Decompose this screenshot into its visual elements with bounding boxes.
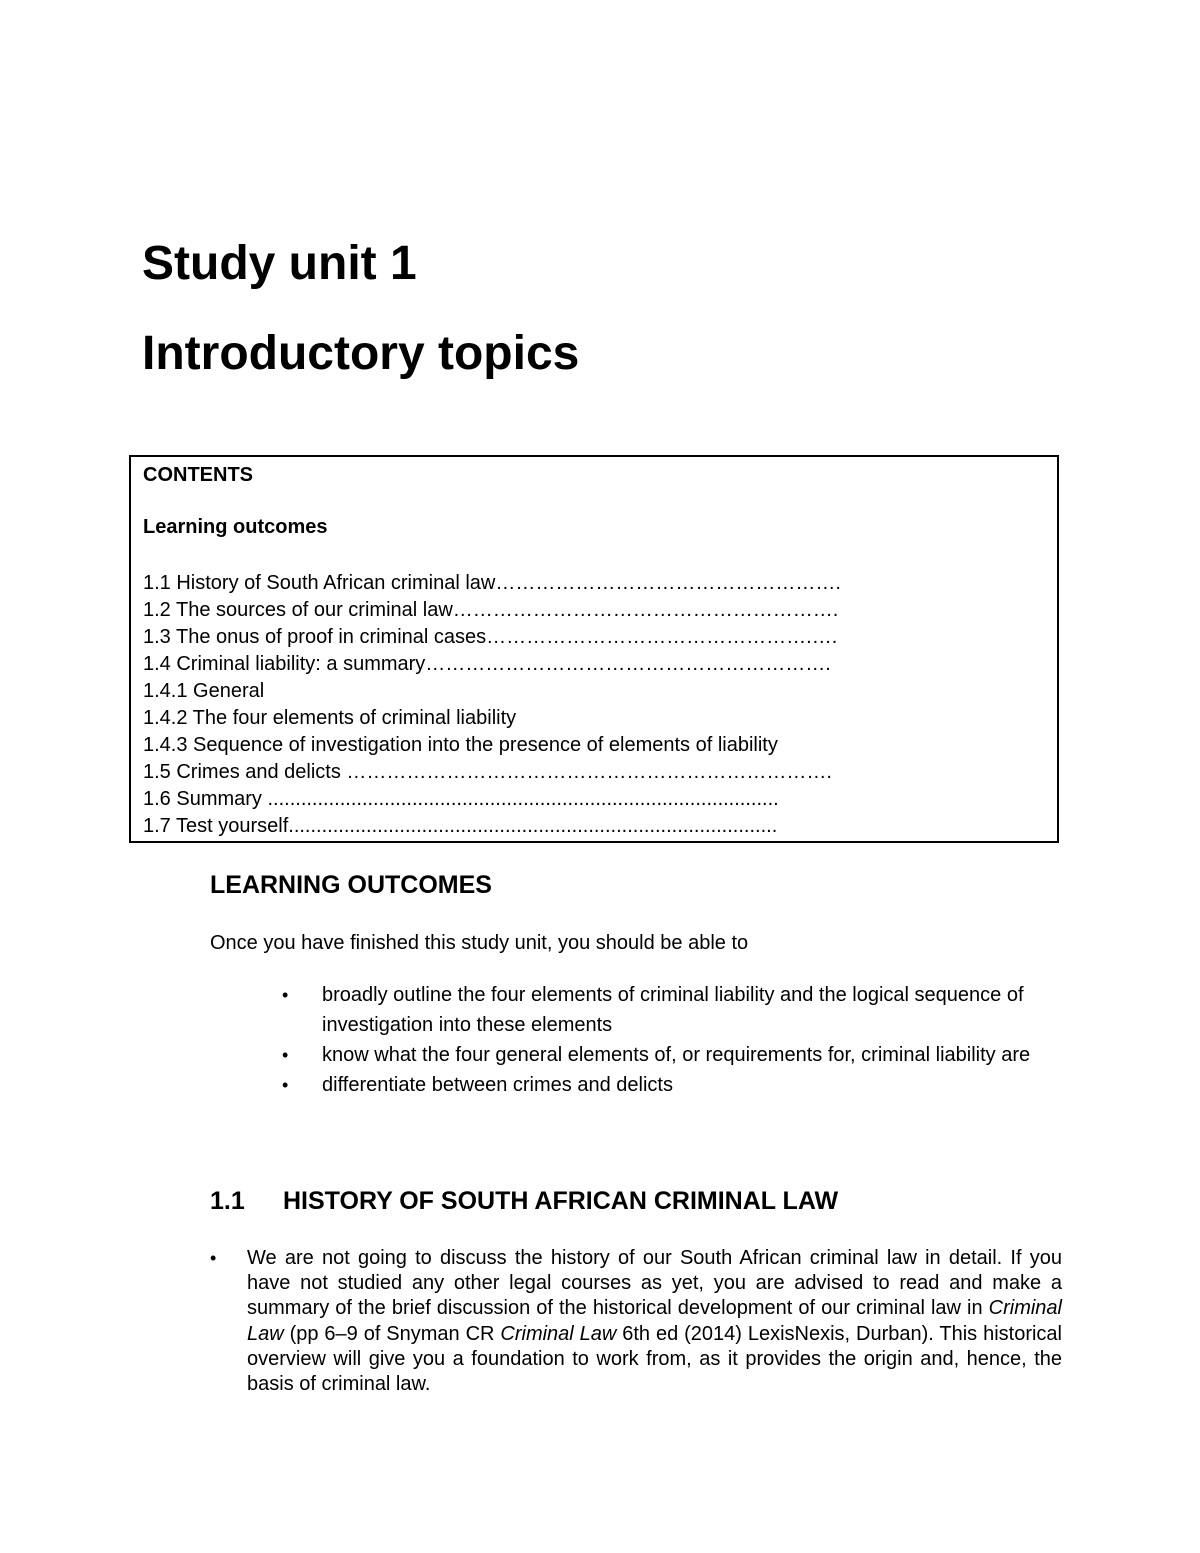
toc-item: 1.4.2 The four elements of criminal liability xyxy=(143,707,517,729)
list-item xyxy=(282,1040,1072,1070)
learning-outcomes-heading: LEARNING OUTCOMES xyxy=(210,871,492,899)
list-item-text: broadly outline the four elements of criminal liability and the logical sequence of investigation into these elements xyxy=(322,984,1024,1036)
contents-box xyxy=(129,455,1059,843)
toc-item: 1.1 History of South African criminal law……………………………………………. xyxy=(143,572,841,594)
section-1-1-heading xyxy=(210,1186,838,1216)
paragraph-part-1: We are not going to discuss the history of our South African criminal law in detail. If you have not studied any other legal courses as yet, you are advised to read and make a summary of the brief discussion of the historical development of our criminal law in xyxy=(247,1247,1062,1320)
paragraph-part-2: (pp 6–9 of Snyman CR xyxy=(283,1322,501,1345)
book-title-italic: Criminal Law xyxy=(500,1322,617,1345)
bullet-icon: • xyxy=(282,985,289,1005)
toc-item: 1.4 Criminal liability: a summary……………………………………………………. xyxy=(143,653,831,675)
bullet-icon: • xyxy=(210,1248,217,1268)
toc-list xyxy=(143,570,1057,840)
contents-learning-outcomes: Learning outcomes xyxy=(143,516,328,538)
toc-item: 1.4.3 Sequence of investigation into the presence of elements of liability xyxy=(143,734,778,756)
page-title-line-1: Study unit 1 xyxy=(142,237,417,290)
paragraph-part-3: 6th ed (2014) LexisNexis, Durban). This historical overview will give you a foundation to work from, as it provides the origin and, hence, the basis of criminal law. xyxy=(247,1322,1062,1396)
bullet-icon: • xyxy=(282,1045,289,1065)
list-item xyxy=(282,980,1072,1040)
toc-item: 1.5 Crimes and delicts ………………………………………………………………. xyxy=(143,761,832,783)
contents-heading: CONTENTS xyxy=(143,464,253,486)
section-title: HISTORY OF SOUTH AFRICAN CRIMINAL LAW xyxy=(283,1187,839,1215)
learning-outcomes-list xyxy=(282,980,1072,1100)
toc-item: 1.3 The onus of proof in criminal cases………………………………………….…. xyxy=(143,626,838,648)
bullet-icon: • xyxy=(282,1075,289,1095)
list-item xyxy=(210,1246,1062,1397)
toc-item: 1.6 Summary ............................................................................................ xyxy=(143,788,779,810)
section-number: 1.1 xyxy=(210,1187,245,1215)
toc-item: 1.2 The sources of our criminal law…………………………………………………. xyxy=(143,599,839,621)
page-title-line-2: Introductory topics xyxy=(142,327,580,380)
book-title-italic: Criminal Law xyxy=(247,1297,1062,1345)
list-item xyxy=(282,1070,1072,1100)
toc-item: 1.7 Test yourself........................................................................................ xyxy=(143,815,778,837)
list-item-text: know what the four general elements of, or requirements for, criminal liability are xyxy=(322,1044,1031,1066)
toc-item: 1.4.1 General xyxy=(143,680,265,702)
learning-outcomes-intro: Once you have finished this study unit, you should be able to xyxy=(210,932,749,954)
history-list xyxy=(210,1246,1062,1397)
list-item-text: differentiate between crimes and delicts xyxy=(322,1074,673,1096)
